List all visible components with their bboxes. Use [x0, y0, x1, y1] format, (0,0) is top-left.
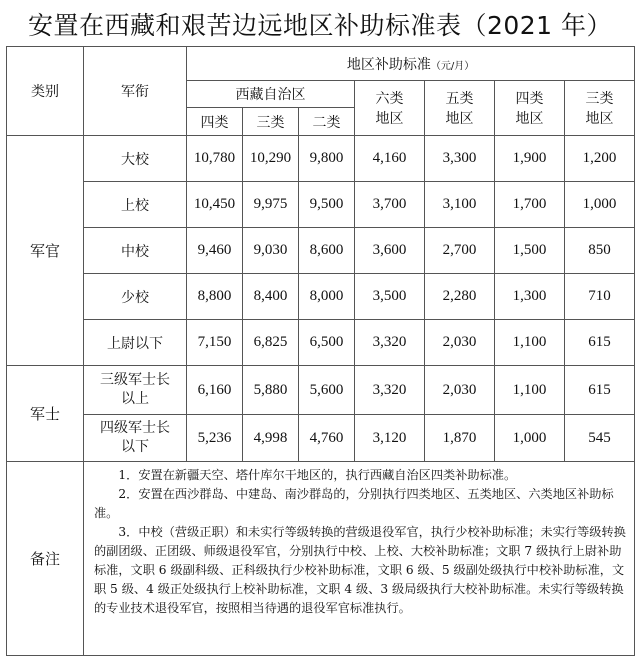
value-cell: 3,100: [425, 182, 495, 228]
value-cell: 2,700: [425, 228, 495, 274]
value-cell: 8,600: [299, 228, 355, 274]
header-tibet-2: 二类: [299, 108, 355, 136]
table-row: [7, 320, 635, 366]
value-cell: 1,500: [495, 228, 565, 274]
value-cell: 710: [565, 274, 635, 320]
value-cell: 3,320: [355, 366, 425, 415]
notes-cell: [84, 462, 635, 656]
header-unit: （元/月）: [430, 60, 475, 72]
value-cell: 8,000: [299, 274, 355, 320]
value-cell: 2,030: [425, 366, 495, 415]
value-cell: 3,500: [355, 274, 425, 320]
header-region-6: 六类 地区: [355, 81, 425, 136]
value-cell: 9,975: [243, 182, 299, 228]
value-cell: 8,400: [243, 274, 299, 320]
header-rank: 军衔: [84, 47, 187, 136]
value-cell: 3,120: [355, 415, 425, 462]
rank-cell: 中校: [84, 228, 187, 274]
value-cell: 545: [565, 415, 635, 462]
header-tibet-4: 四类: [187, 108, 243, 136]
value-cell: 9,030: [243, 228, 299, 274]
value-cell: 3,700: [355, 182, 425, 228]
value-cell: 1,100: [495, 320, 565, 366]
value-cell: 4,760: [299, 415, 355, 462]
note-2: 2．安置在西沙群岛、中建岛、南沙群岛的，分别执行四类地区、五类地区、六类地区补助标准。: [94, 487, 614, 520]
table-row: [7, 136, 635, 182]
value-cell: 615: [565, 320, 635, 366]
value-cell: 5,236: [187, 415, 243, 462]
header-region-4: 四类 地区: [495, 81, 565, 136]
value-cell: 1,100: [495, 366, 565, 415]
value-cell: 10,450: [187, 182, 243, 228]
rank-cell: 大校: [84, 136, 187, 182]
value-cell: 2,030: [425, 320, 495, 366]
notes-label: 备注: [7, 462, 84, 656]
value-cell: 1,300: [495, 274, 565, 320]
value-cell: 3,600: [355, 228, 425, 274]
allowance-table: [6, 46, 635, 656]
value-cell: 1,200: [565, 136, 635, 182]
category-officer: 军官: [7, 136, 84, 366]
note-1: 1．安置在新疆天空、塔什库尔干地区的，执行西藏自治区四类补助标准。: [118, 468, 517, 482]
table-row: [7, 274, 635, 320]
rank-cell: 上尉以下: [84, 320, 187, 366]
value-cell: 3,300: [425, 136, 495, 182]
table-row: [7, 228, 635, 274]
value-cell: 1,900: [495, 136, 565, 182]
value-cell: 615: [565, 366, 635, 415]
value-cell: 1,700: [495, 182, 565, 228]
value-cell: 5,600: [299, 366, 355, 415]
header-standard: [187, 47, 635, 81]
table-row: [7, 366, 635, 415]
header-tibet: 西藏自治区: [187, 81, 355, 108]
value-cell: 1,000: [495, 415, 565, 462]
rank-cell: 四级军士长 以下: [84, 415, 187, 462]
value-cell: 7,150: [187, 320, 243, 366]
value-cell: 8,800: [187, 274, 243, 320]
header-standard-label: 地区补助标准: [346, 56, 431, 73]
rank-cell: 三级军士长 以上: [84, 366, 187, 415]
header-category: 类别: [7, 47, 84, 136]
value-cell: 3,320: [355, 320, 425, 366]
table-row: [7, 182, 635, 228]
header-tibet-3: 三类: [243, 108, 299, 136]
rank-cell: 上校: [84, 182, 187, 228]
category-nco: 军士: [7, 366, 84, 462]
note-3: 3．中校（营级正职）和未实行等级转换的营级退役军官，执行少校补助标准；未实行等级转换的副团级、正团级、师级退役军官，分别执行中校、上校、大校补助标准；文职 7 级执行上尉补助标准，文职 6 级副科级、正科级执行少校补助标准，文职 6 级、5 级副处级执行中校补助标准，文职 5 级、4 级正处级执行上校补助标准，文职 4 级、3 级局级执行大校补助标准。未实行等级转换的专业技术退役军官，按照相当待遇的退役军官标准执行。: [94, 525, 626, 615]
value-cell: 9,460: [187, 228, 243, 274]
value-cell: 4,998: [243, 415, 299, 462]
value-cell: 1,870: [425, 415, 495, 462]
value-cell: 1,000: [565, 182, 635, 228]
value-cell: 10,780: [187, 136, 243, 182]
value-cell: 6,160: [187, 366, 243, 415]
value-cell: 6,500: [299, 320, 355, 366]
value-cell: 9,800: [299, 136, 355, 182]
value-cell: 2,280: [425, 274, 495, 320]
header-region-5: 五类 地区: [425, 81, 495, 136]
value-cell: 9,500: [299, 182, 355, 228]
value-cell: 850: [565, 228, 635, 274]
value-cell: 4,160: [355, 136, 425, 182]
page-title: 安置在西藏和艰苦边远地区补助标准表（2021 年）: [27, 11, 613, 40]
value-cell: 10,290: [243, 136, 299, 182]
value-cell: 6,825: [243, 320, 299, 366]
rank-cell: 少校: [84, 274, 187, 320]
header-region-3: 三类 地区: [565, 81, 635, 136]
value-cell: 5,880: [243, 366, 299, 415]
table-row: [7, 415, 635, 462]
